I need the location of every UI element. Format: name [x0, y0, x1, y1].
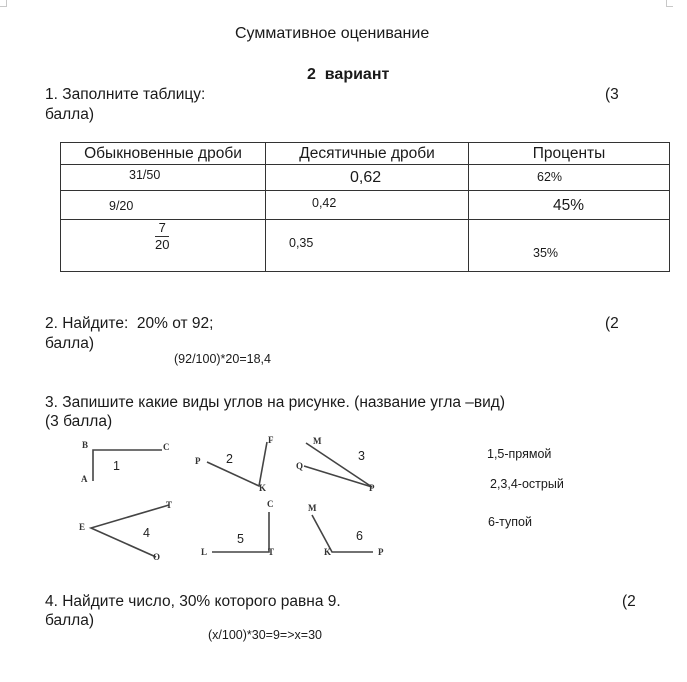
q3-answer-obtuse: 6-тупой [488, 515, 532, 529]
q4-points-close: балла) [45, 612, 95, 629]
angle-6-number: 6 [356, 529, 363, 543]
angle-4-label-o: O [153, 552, 161, 562]
table-cell [266, 191, 469, 220]
fraction-denominator: 20 [155, 237, 170, 252]
table-cell [469, 220, 670, 272]
header-percents: Проценты [469, 143, 670, 165]
page-title: Суммативное оценивание [235, 25, 430, 42]
q2-points-close: балла) [45, 335, 95, 352]
angle-1-lines [93, 450, 162, 481]
angle-2-label-f: F [268, 435, 274, 445]
angle-4-lines [91, 505, 169, 557]
angle-6-label-m: M [308, 503, 317, 513]
angle-6-label-k: K [324, 547, 332, 557]
q2-answer: (92/100)*20=18,4 [174, 352, 271, 366]
header-common-fractions: Обыкновенные дроби [61, 143, 266, 165]
angle-4-label-e: E [79, 522, 86, 532]
cell-percent: 35% [533, 246, 559, 260]
page-corner-mark [666, 0, 673, 7]
q4-points-open: (2 [622, 593, 636, 610]
angle-3-number: 3 [358, 449, 365, 463]
table-cell [469, 191, 670, 220]
cell-decimal: 0,42 [312, 196, 337, 210]
angle-2-label-p: P [195, 456, 201, 466]
table-row [61, 165, 670, 191]
q3-text: 3. Запишите какие виды углов на рисунке. (название угла –вид) [45, 394, 506, 411]
table-row [61, 220, 670, 272]
fractions-table [60, 142, 670, 272]
cell-fraction-stacked [155, 221, 169, 252]
q4-answer: (x/100)*30=9=>x=30 [208, 628, 322, 642]
q3-answer-right: 1,5-прямой [487, 447, 552, 461]
angle-5-label-c: C [267, 499, 274, 509]
angle-3-label-p: P [369, 483, 375, 493]
q3-points: (3 балла) [45, 413, 113, 430]
table-cell [266, 165, 469, 191]
q2-text: 2. Найдите: 20% от 92; [45, 315, 214, 332]
q1-points-open: (3 [605, 86, 619, 103]
angle-1-number: 1 [113, 459, 120, 473]
angle-3-label-m: M [313, 436, 322, 446]
angle-5-number: 5 [237, 532, 244, 546]
angle-1-label-b: B [82, 440, 89, 450]
angle-4-label-t: T [166, 500, 173, 510]
q4-text: 4. Найдите число, 30% которого равна 9. [45, 593, 341, 610]
table-header-row [61, 143, 670, 165]
angle-2-label-k: K [259, 483, 267, 493]
cell-decimal: 0,62 [350, 169, 382, 186]
table-cell [469, 165, 670, 191]
cell-fraction: 31/50 [129, 168, 161, 182]
angle-1-label-a: A [81, 474, 88, 484]
q3-answer-acute: 2,3,4-острый [490, 477, 564, 491]
angle-4-number: 4 [143, 526, 150, 540]
cell-percent: 62% [537, 170, 563, 184]
angle-1-label-c: C [163, 442, 170, 452]
header-decimals: Десятичные дроби [266, 143, 469, 165]
cell-percent: 45% [553, 197, 585, 214]
angle-5-label-l: L [201, 547, 208, 557]
fraction-numerator: 7 [158, 220, 166, 235]
variant-heading: 2 вариант [307, 66, 390, 83]
angle-2-number: 2 [226, 452, 233, 466]
angle-6-lines [312, 515, 373, 552]
angle-3-label-q: Q [296, 461, 304, 471]
q1-text: 1. Заполните таблицу: [45, 86, 206, 103]
page-corner-mark [0, 0, 7, 7]
q1-points-close: балла) [45, 106, 95, 123]
q2-points-open: (2 [605, 315, 619, 332]
table-cell [61, 165, 266, 191]
angles-figure [70, 433, 470, 568]
table-row [61, 191, 670, 220]
angle-6-label-p: P [378, 547, 384, 557]
table-cell [266, 220, 469, 272]
angle-5-label-t: T [268, 547, 275, 557]
cell-fraction: 9/20 [109, 199, 134, 213]
table-cell [61, 220, 266, 272]
table-cell [61, 191, 266, 220]
angle-2-lines [207, 442, 267, 486]
cell-decimal: 0,35 [289, 236, 314, 250]
